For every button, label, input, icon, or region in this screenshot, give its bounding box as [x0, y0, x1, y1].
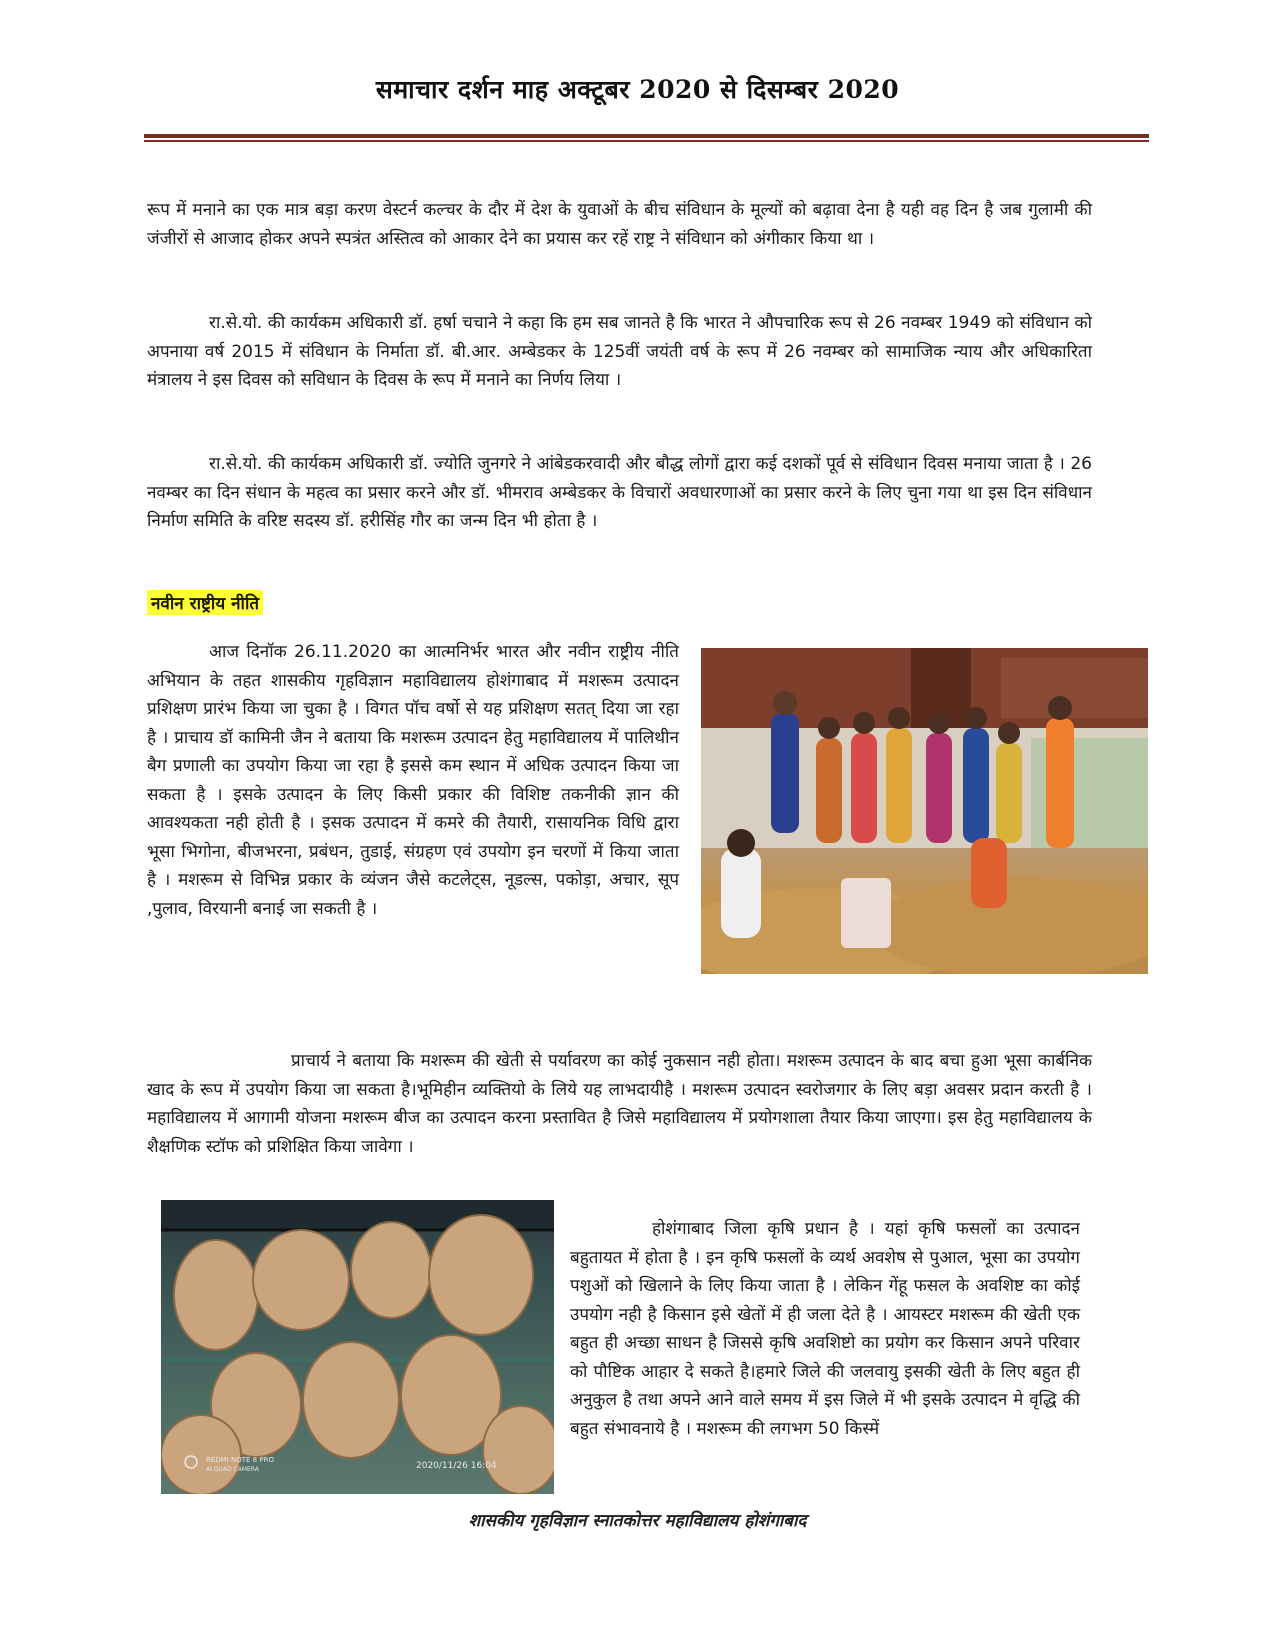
page-title: समाचार दर्शन माह अक्टूबर 2020 से दिसम्बर 2020: [375, 75, 900, 104]
section-heading: नवीन राष्ट्रीय नीति: [147, 590, 263, 615]
paragraph-principal-statement: प्राचार्य ने बताया कि मशरूम की खेती से पर्यावरण का कोई नुकसान नही होता। मशरूम उत्पादन के बाद बचा हुआ भूसा कार्बनिक खाद के रूप में उपयोग किया जा सकता है।भूमिहीन व्यक्तियो के लिये यह लाभदायीहै । मशरूम उत्पादन स्वरोजगार के लिए बड़ा अवसर प्रदान करती है । महाविद्यालय में आगामी योजना मशरूम बीज का उत्पादन करना प्रस्तावित है जिसे महाविद्यालय में प्रयोगशाला तैयार किया जाएगा। इस हेतु महाविद्यालय के शैक्षणिक स्टॉफ को प्रशिक्षित किया जावेगा ।: [147, 1051, 1092, 1157]
photo-watermark-camera: AI QUAD CAMERA: [206, 1466, 259, 1473]
training-photo-illustration: [701, 648, 1148, 974]
training-group-photo: [701, 648, 1148, 974]
mushroom-photo-illustration: [161, 1200, 554, 1494]
page-footer: शासकीय गृहविज्ञान स्नातकोत्तर महाविद्यालय होशंगाबाद: [468, 1511, 807, 1531]
paragraph-mushroom-training: आज दिनॉक 26.11.2020 का आत्मनिर्भर भारत और नवीन राष्ट्रीय नीति अभियान के तहत शासकीय गृहविज्ञान महाविद्यालय होशंगाबाद में मशरूम उत्पादन प्रशिक्षण प्रारंभ किया जा चुका है । विगत पॉच वर्षो से यह प्रशिक्षण सतत् दिया जा रहा है । प्राचाय डॉ कामिनी जैन ने बताया कि मशरूम उत्पादन हेतु महाविद्यालय में पालिथीन बैग प्रणाली का उपयोग किया जा रहा है इससे कम स्थान में अधिक उत्पादन किया जा सकता है । इसके उत्पादन के लिए किसी प्रकार की विशिष्ट तकनीकी ज्ञान की आवश्यकता नही होती है । इसक उत्पादन में कमरे की तैयारी, रासायनिक विधि द्वारा भूसा भिगोना, बीजभरना, प्रबंधन, तुडाई, संग्रहण एवं उपयोग इन चरणों में किया जाता है । मशरूम से विभिन्न प्रकार के व्यंजन जैसे कटलेट्स, नूडल्स, पकोड़ा, अचार, सूप ,पुलाव, विरयानी बनाई जा सकती है ।: [147, 642, 679, 919]
paragraph-hoshangabad-agriculture: होशंगाबाद जिला कृषि प्रधान है । यहां कृषि फसलों का उत्पादन बहुतायत में होता है । इन कृषि फसलों के व्यर्थ अवशेष से पुआल, भूसा का उपयोग पशुओं को खिलाने के लिए किया जाता है । लेकिन गेंहू फसल के अवशिष्ट का कोई उपयोग नही है किसान इसे खेतों में ही जला देते है । आयस्टर मशरूम की खेती एक बहुत ही अच्छा साधन है जिससे कृषि अवशिष्टो का प्रयोग कर किसान अपने परिवार को पौष्टिक आहार दे सकते है।हमारे जिले की जलवायु इसकी खेती के लिए बहुत ही अनुकुल है तथा अपने आने वाले समय में इस जिले में भी इसके उत्पादन मे वृद्धि की बहुत संभावनाये है । मशरूम की लगभग 50 किस्में: [570, 1219, 1080, 1439]
paragraph-harsha-chachane: रा.से.यो. की कार्यकम अधिकारी डॉ. हर्षा चचाने ने कहा कि हम सब जानते है कि भारत ने औपचारिक रूप से 26 नवम्बर 1949 को संविधान को अपनाया वर्ष 2015 में संविधान के निर्माता डॉ. बी.आर. अम्बेडकर के 125वीं जयंती वर्ष के रूप में 26 नवम्बर को सामाजिक न्याय और अधिकारिता मंत्रालय ने इस दिवस को सविधान के दिवस के रूप में मनाने का निर्णय लिया ।: [147, 313, 1092, 390]
photo-watermark-model: REDMI NOTE 8 PRO: [206, 1456, 274, 1464]
title-divider: [144, 134, 1149, 138]
title-divider-thin: [144, 140, 1149, 142]
photo-timestamp: 2020/11/26 16:04: [416, 1461, 497, 1471]
paragraph-jyoti-jungare: रा.से.यो. की कार्यकम अधिकारी डॉ. ज्योति जुनगरे ने आंबेडकरवादी और बौद्ध लोगों द्वारा कई दशकों पूर्व से संविधान दिवस मनाया जाता है । 26 नवम्बर का दिन संधान के महत्व का प्रसार करने और डॉ. भीमराव अम्बेडकर के विचारों अवधारणाओं का प्रसार करने के लिए चुना गया था इस दिन संविधान निर्माण समिति के वरिष्ट सदस्य डॉ. हरीसिंह गौर का जन्म दिन भी होता है ।: [147, 454, 1092, 531]
paragraph-constitution-intro: रूप में मनाने का एक मात्र बड़ा करण वेस्टर्न कल्चर के दौर में देश के युवाओं के बीच संविधान के मूल्यों को बढ़ावा देना है यही वह दिन है जब गुलामी की जंजीरों से आजाद होकर अपने स्पत्रंत अस्तित्व को आकार देने का प्रयास कर रहें राष्ट्र ने संविधान को अंगीकार किया था ।: [147, 200, 1092, 249]
mushroom-bags-photo: [161, 1200, 554, 1494]
